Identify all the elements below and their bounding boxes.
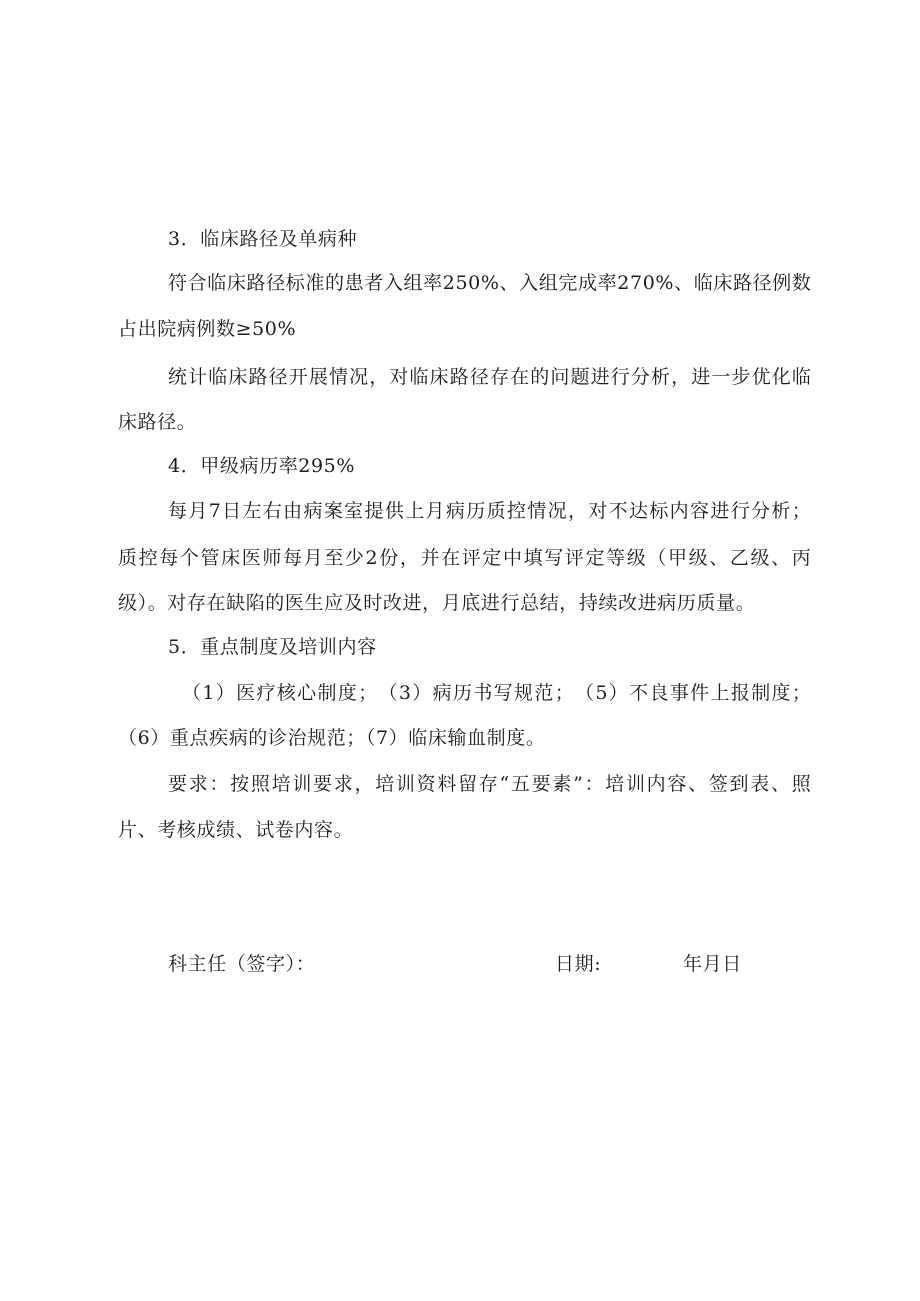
paragraph-line: 质 控 每 个 管 床 医 师 每 月 至 少 2 份 ， 并 在 评 定 中 填 写 评 定 等 级 （ 甲 级 、 乙 级 、 丙 [118,547,811,569]
paragraph-line: 级）。对存在缺陷的医生应及时改进，月底进行总结，持续改进病历质量。 [118,592,756,614]
paragraph-line: （ 1 ） 医 疗 核 心 制 度 ； （ 3 ） 病 历 书 写 规 范 ； （ 5 ） 不 良 事 件 上 报 制 度 ； [182,682,811,704]
paragraph-line: 符 合 临 床 路 径 标 准 的 患 者 入 组 率 2 5 0 % 、 入 组 完 成 率 2 7 0 % 、 临 床 路 径 例 数 [168,272,811,294]
paragraph-line: 统 计 临 床 路 径 开 展 情 况 ， 对 临 床 路 径 存 在 的 问 题 进 行 分 析 ， 进 一 步 优 化 临 [168,366,811,388]
date-label: 日期: [555,953,602,975]
section-heading-4: 4．甲级病历率295% [168,455,356,477]
section-heading-3: 3．临床路径及单病种 [168,228,358,250]
paragraph-line: （6）重点疾病的诊治规范；（7）临床输血制度。 [118,727,546,749]
paragraph-line: 片、考核成绩、试卷内容。 [118,819,354,841]
paragraph-line: 床路径。 [118,411,197,433]
paragraph-line: 占出院病例数≥50% [118,318,297,340]
director-signature-label: 科主任（签字）： [168,953,316,975]
paragraph-line: 每 月 7 日 左 右 由 病 案 室 提 供 上 月 病 历 质 控 情 况 ， 对 不 达 标 内 容 进 行 分 析 ； [168,500,811,522]
section-heading-5: 5．重点制度及培训内容 [168,636,377,658]
paragraph-line: 要 求 ： 按 照 培 训 要 求 ， 培 训 资 料 留 存 “ 五 要 素 ” ： 培 训 内 容 、 签 到 表 、 照 [168,773,811,795]
date-value: 年月日 [683,953,742,975]
